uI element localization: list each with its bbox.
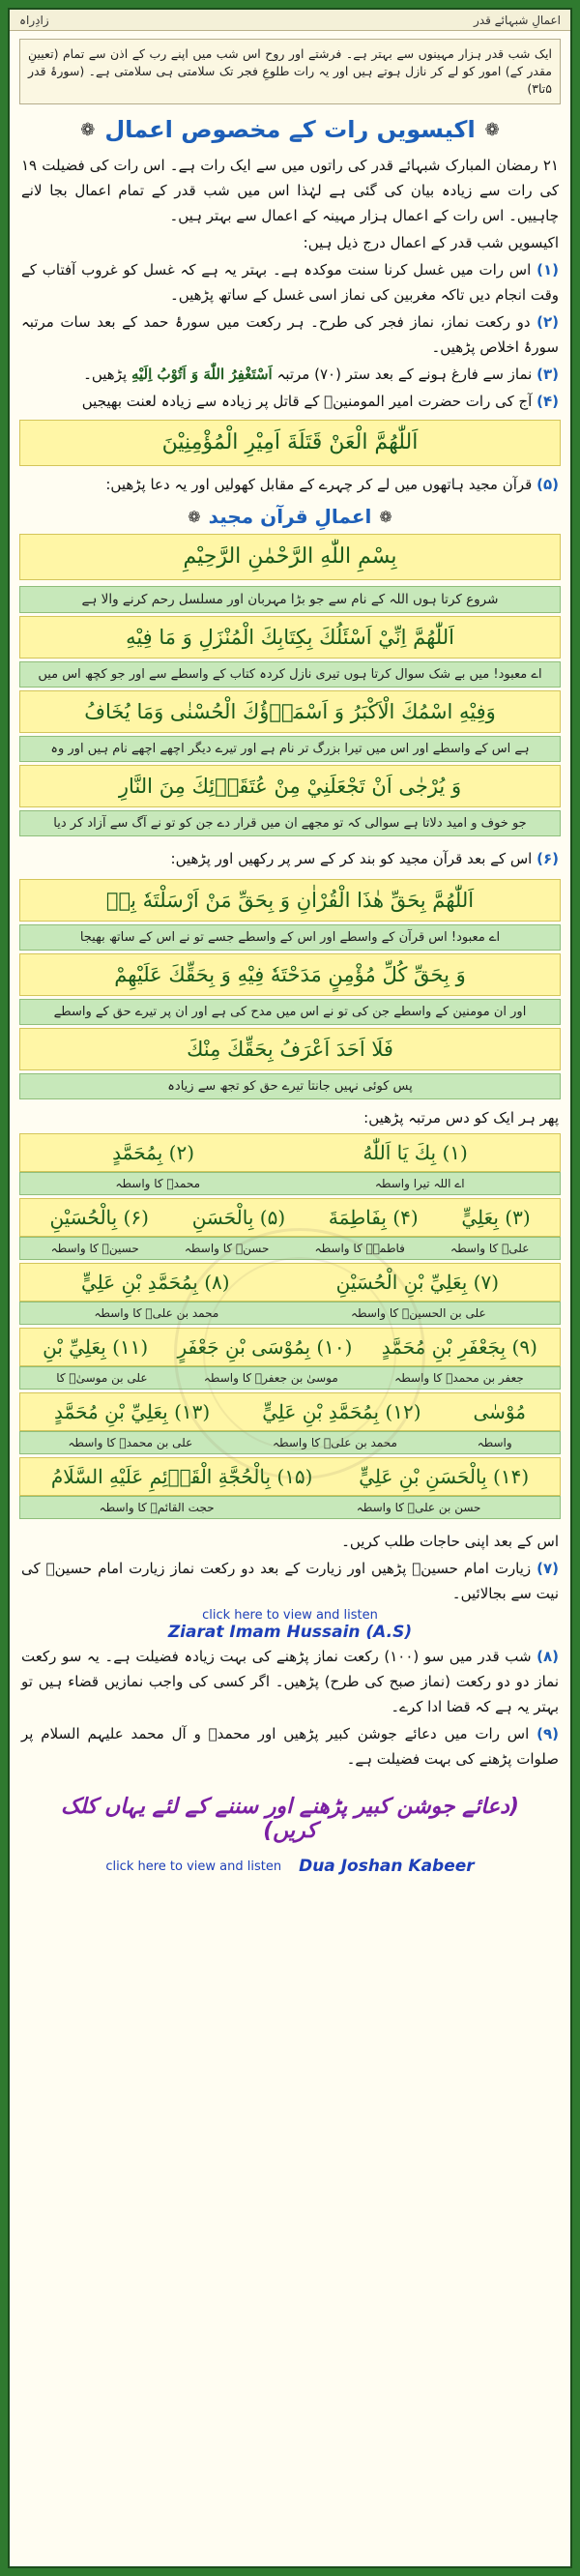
ziarat-link-title[interactable]: Ziarat Imam Hussain (A.S) (167, 1623, 413, 1642)
name-translation: واسطہ (477, 1436, 512, 1449)
name-translation: محمد بن علیؑ کا واسطہ (94, 1306, 219, 1320)
step-3 (21, 362, 559, 387)
name-translation: علی بن الحسینؑ کا واسطہ (350, 1306, 486, 1320)
dua1-line-3: وَ يُرْجٰى اَنْ تَجْعَلَنِيْ مِنْ عُتَقَاۤئِكَ مِنَ النَّارِ (19, 765, 561, 807)
istighfar-arabic: اَسْتَغْفِرُ اللّٰهَ وَ اَتُوْبُ اِلَيْهِ (130, 366, 273, 383)
name-translation: حسن بن علیؑ کا واسطہ (356, 1501, 481, 1514)
title-banner (10, 112, 570, 147)
dua2-translation-2: اور ان مومنین کے واسطے جن کی تو نے اس میں مدح کی ہے اور ان پر تیرے حق کے واسطے (19, 999, 561, 1025)
step-number: (۵) (536, 476, 559, 493)
name-item: (۹) بِجَعْفَرِ بْنِ مُحَمَّدٍ (381, 1335, 537, 1359)
name-item: (۴) بِفَاطِمَةَ (328, 1206, 419, 1229)
bismillah: بِسْمِ اللّٰهِ الرَّحْمٰنِ الرَّحِيْمِ (19, 534, 561, 580)
name-item: (۱۱) بِعَلِيِّ بْنِ (43, 1335, 149, 1359)
name-item: (۱۲) بِمُحَمَّدِ بْنِ عَلِيٍّ (262, 1400, 421, 1423)
lanat-arabic: اَللّٰهُمَّ الْعَنْ قَتَلَةَ اَمِيْرِ الْمُؤْمِنِيْنَ (19, 420, 561, 466)
name-item: (۱۵) بِالْحُجَّةِ الْقَاۤئِمِ عَلَيْهِ السَّلَامُ (50, 1465, 313, 1488)
dua1-line-1: اَللّٰهُمَّ اِنِّيْ اَسْئَلُكَ بِكِتَابِكَ الْمُنْزَلِ وَ مَا فِيْهِ (19, 616, 561, 659)
name-item: (۳) بِعَلِيٍّ (461, 1206, 531, 1229)
step-text: دو رکعت نماز، نماز فجر کی طرح۔ ہر رکعت میں سورۂ حمد کے بعد سات مرتبہ سورۂ اخلاص پڑھیں۔ (21, 313, 559, 356)
names-row (19, 1133, 561, 1172)
step-5 (21, 472, 559, 497)
step-number: (۱) (536, 261, 559, 278)
names-translation-row (19, 1496, 561, 1519)
names-row (19, 1198, 561, 1237)
dua2-translation-3: پس کوئی نہیں جانتا تیرے حق کو تجھ سے زیادہ (19, 1073, 561, 1099)
paragraph-list-intro: اکیسویں شب قدر کے اعمال درج ذیل ہیں: (303, 234, 559, 251)
names-translation-row (19, 1366, 561, 1390)
name-item: (۱) بِكَ يَا اَللّٰهُ (362, 1141, 468, 1164)
name-translation: موسیٰ بن جعفرؑ کا واسطہ (203, 1371, 338, 1385)
page-title: اکیسویں رات کے مخصوص اعمال (104, 116, 476, 143)
step-number: (۴) (536, 393, 559, 410)
name-translation: علی بن موسیٰؑ کا (56, 1371, 148, 1385)
names-group-5 (19, 1392, 561, 1454)
step-text: شب قدر میں سو (۱۰۰) رکعت نماز پڑھنے کی بہت زیادہ فضیلت ہے۔ یہ سو رکعت نماز دو دو رکعت (نماز صبح کی طرح) پڑھیں۔ اگر کسی کی واجب نمازیں قضاء ہیں تو بہتر یہ ہے کہ قضا ادا کرے۔ (21, 1648, 559, 1715)
step-2 (21, 309, 559, 360)
dua2-line-2: وَ بِحَقِّ كُلِّ مُؤْمِنٍ مَدَحْتَهٗ فِيْهِ وَ بِحَقِّكَ عَلَيْهِمْ (19, 953, 561, 996)
step-7 (21, 1556, 559, 1606)
dua1-translation-1: اے معبود! میں بے شک سوال کرتا ہوں تیری نازل کردہ کتاب کے واسطے سے اور جو کچھ اس میں (19, 661, 561, 688)
names-translation-row (19, 1431, 561, 1454)
step-text: نماز سے فارغ ہونے کے بعد ستر (۷۰) مرتبہ (276, 366, 533, 383)
step-text: زیارت امام حسینؑ پڑھیں اور زیارت کے بعد دو رکعت نماز زیارت امام حسینؑ کی نیت سے بجالائیں۔ (21, 1560, 559, 1602)
name-item: (۷) بِعَلِيِّ بْنِ الْحُسَيْنِ (335, 1271, 499, 1294)
names-row (19, 1328, 561, 1366)
step-number: (۸) (536, 1648, 559, 1665)
dua1-line-2: وَفِيْهِ اسْمُكَ الْاَكْبَرُ وَ اَسْمَاۤؤُكَ الْحُسْنٰى وَمَا يُخَافُ (19, 690, 561, 733)
step-number: (۶) (536, 850, 559, 867)
dua2-line-1: اَللّٰهُمَّ بِحَقِّ هٰذَا الْقُرْاٰنِ وَ بِحَقِّ مَنْ اَرْسَلْتَهٗ بِهٖ (19, 879, 561, 922)
header-left: زادِراہ (19, 13, 49, 27)
dua2-translation-1: اے معبود! اس قرآن کے واسطے اور اس کے واسطے جسے تو نے اس کے ساتھ بھیجا (19, 924, 561, 951)
name-translation: محمد بن علیؑ کا واسطہ (272, 1436, 397, 1449)
name-translation: جعفر بن محمدؑ کا واسطہ (394, 1371, 524, 1385)
content-panel (8, 8, 572, 2568)
names-group-3 (19, 1263, 561, 1325)
dua2-line-3: فَلَا اَحَدَ اَعْرَفُ بِحَقِّكَ مِنْكَ (19, 1028, 561, 1070)
step-text: قرآن مجید ہاتھوں میں لے کر چہرے کے مقابل کھولیں اور یہ دعا پڑھیں: (105, 476, 533, 493)
step-1 (21, 257, 559, 307)
ziarat-link[interactable] (19, 1608, 561, 1642)
bismillah-translation: شروع کرتا ہوں اللہ کے نام سے جو بڑا مہربان اور مسلسل رحم کرنے والا ہے (19, 586, 561, 613)
step-number: (۷) (536, 1560, 559, 1577)
names-group-4 (19, 1328, 561, 1390)
names-group-2 (19, 1198, 561, 1260)
name-translation: علی بن محمدؑ کا واسطہ (68, 1436, 193, 1449)
step-text: آج کی رات حضرت امیر المومنینؑ کے قاتل پر زیادہ سے زیادہ لعنت بھیجیں (81, 393, 533, 410)
name-translation: حسنؑ کا واسطہ (184, 1242, 270, 1255)
joshan-kabeer-banner[interactable]: (دعائے جوشن کبیر پڑھنے اور سننے کے لئے یہاں کلک کریں) (61, 1795, 519, 1843)
step-text: اس رات میں دعائے جوشن کبیر پڑھیں اور محمدؐ و آل محمد علیہم السلام پر صلوات پڑھنے کی بہت فضیلت ہے۔ (21, 1725, 559, 1768)
quran-section-banner (10, 505, 570, 528)
page-header (10, 10, 570, 31)
name-item: (۵) بِالْحَسَنِ (191, 1206, 286, 1229)
step-4 (21, 389, 559, 414)
joshan-link-caption[interactable]: click here to view and listen (105, 1859, 282, 1874)
dua1-translation-3: جو خوف و امید دلاتا ہے سوالی کہ تو مجھے ان میں قرار دے جن کو تو نے آگ سے آزاد کر دیا (19, 810, 561, 836)
names-translation-row (19, 1302, 561, 1325)
header-right: اعمالِ شبہائے قدر (474, 13, 561, 27)
name-item: (۱۴) بِالْحَسَنِ بْنِ عَلِيٍّ (359, 1465, 530, 1488)
step-6 (21, 846, 559, 871)
flower-ornament-icon: ❁ (188, 507, 201, 526)
names-group-6 (19, 1457, 561, 1519)
step-number: (۳) (536, 366, 559, 383)
names-row (19, 1457, 561, 1496)
hajat-instruction: اس کے بعد اپنی حاجات طلب کریں۔ (341, 1533, 559, 1550)
step-8 (21, 1644, 559, 1719)
joshan-link-title[interactable]: Dua Joshan Kabeer (299, 1857, 475, 1876)
paragraph-intro: ۲۱ رمضان المبارک شبہائے قدر کی راتوں میں سے ایک رات ہے۔ اس رات کی فضیلت ۱۹ کی رات سے زیادہ بیان کی گئی ہے لہٰذا اس میں شب قدر کے تمام اعمال بجا لانے چاہییں۔ اس رات کے اعمال ہزار مہینہ کے اعمال سے بہتر ہیں۔ (21, 157, 559, 224)
step-text-end: پڑھیں۔ (83, 366, 128, 383)
names-group-1 (19, 1133, 561, 1195)
names-instruction: پھر ہر ایک کو دس مرتبہ پڑھیں: (363, 1109, 559, 1127)
name-item: (۱۳) بِعَلِيِّ بْنِ مُحَمَّدٍ (54, 1400, 211, 1423)
name-item: (۱۰) بِمُوْسَى بْنِ جَعْفَرٍ (177, 1335, 353, 1359)
names-row (19, 1392, 561, 1431)
step-9 (21, 1721, 559, 1771)
name-translation: اے اللہ تیرا واسطہ (374, 1177, 465, 1190)
name-translation: علیؑ کا واسطہ (450, 1242, 530, 1255)
ziarat-link-caption[interactable]: click here to view and listen (202, 1608, 378, 1623)
name-translation: حجت القائمؑ کا واسطہ (99, 1501, 215, 1514)
names-row (19, 1263, 561, 1302)
step-number: (۹) (536, 1725, 559, 1742)
name-item: (۲) بِمُحَمَّدٍ (112, 1141, 194, 1164)
name-item: (۶) بِالْحُسَيْنِ (49, 1206, 149, 1229)
joshan-link[interactable] (19, 1857, 561, 1876)
flower-ornament-icon: ❁ (484, 119, 500, 140)
name-translation: محمدؐ کا واسطہ (115, 1177, 201, 1190)
flower-ornament-icon: ❁ (379, 507, 392, 526)
name-translation: فاطمہؑ کا واسطہ (314, 1242, 405, 1255)
step-number: (۲) (536, 313, 559, 331)
step-text: اس کے بعد قرآن مجید کو بند کر کے سر پر رکھیں اور پڑھیں: (170, 850, 533, 867)
names-translation-row (19, 1172, 561, 1195)
intro-text: ایک شب قدر ہزار مہینوں سے بہتر ہے۔ فرشتے اور روح اس شب میں اپنے رب کے اذن سے تمام (تعیینِ مقدر کے) امور کو لے کر نازل ہوتے ہیں اور یہ رات طلوعِ فجر تک سلامتی ہی سلامتی ہے۔ (سورۂ قدر ۵تا۳) (28, 46, 552, 96)
intro-box (19, 39, 561, 104)
name-item: مُوْسٰى (473, 1400, 526, 1423)
name-item: (۸) بِمُحَمَّدِ بْنِ عَلِيٍّ (81, 1271, 230, 1294)
flower-ornament-icon: ❁ (80, 119, 96, 140)
quran-section-title: اعمالِ قرآن مجید (208, 505, 372, 528)
name-translation: حسینؑ کا واسطہ (50, 1242, 139, 1255)
dua1-translation-2: ہے اس کے واسطے اور اس میں تیرا بزرگ تر نام ہے اور تیرے دیگر اچھے اچھے نام ہیں اور وہ (19, 736, 561, 762)
names-translation-row (19, 1237, 561, 1260)
step-text: اس رات میں غسل کرنا سنت موکدہ ہے۔ بہتر یہ ہے کہ غسل کو غروب آفتاب کے وقت انجام دیں تاکہ مغربین کی نماز اسی غسل کے ساتھ پڑھیں۔ (21, 261, 559, 304)
